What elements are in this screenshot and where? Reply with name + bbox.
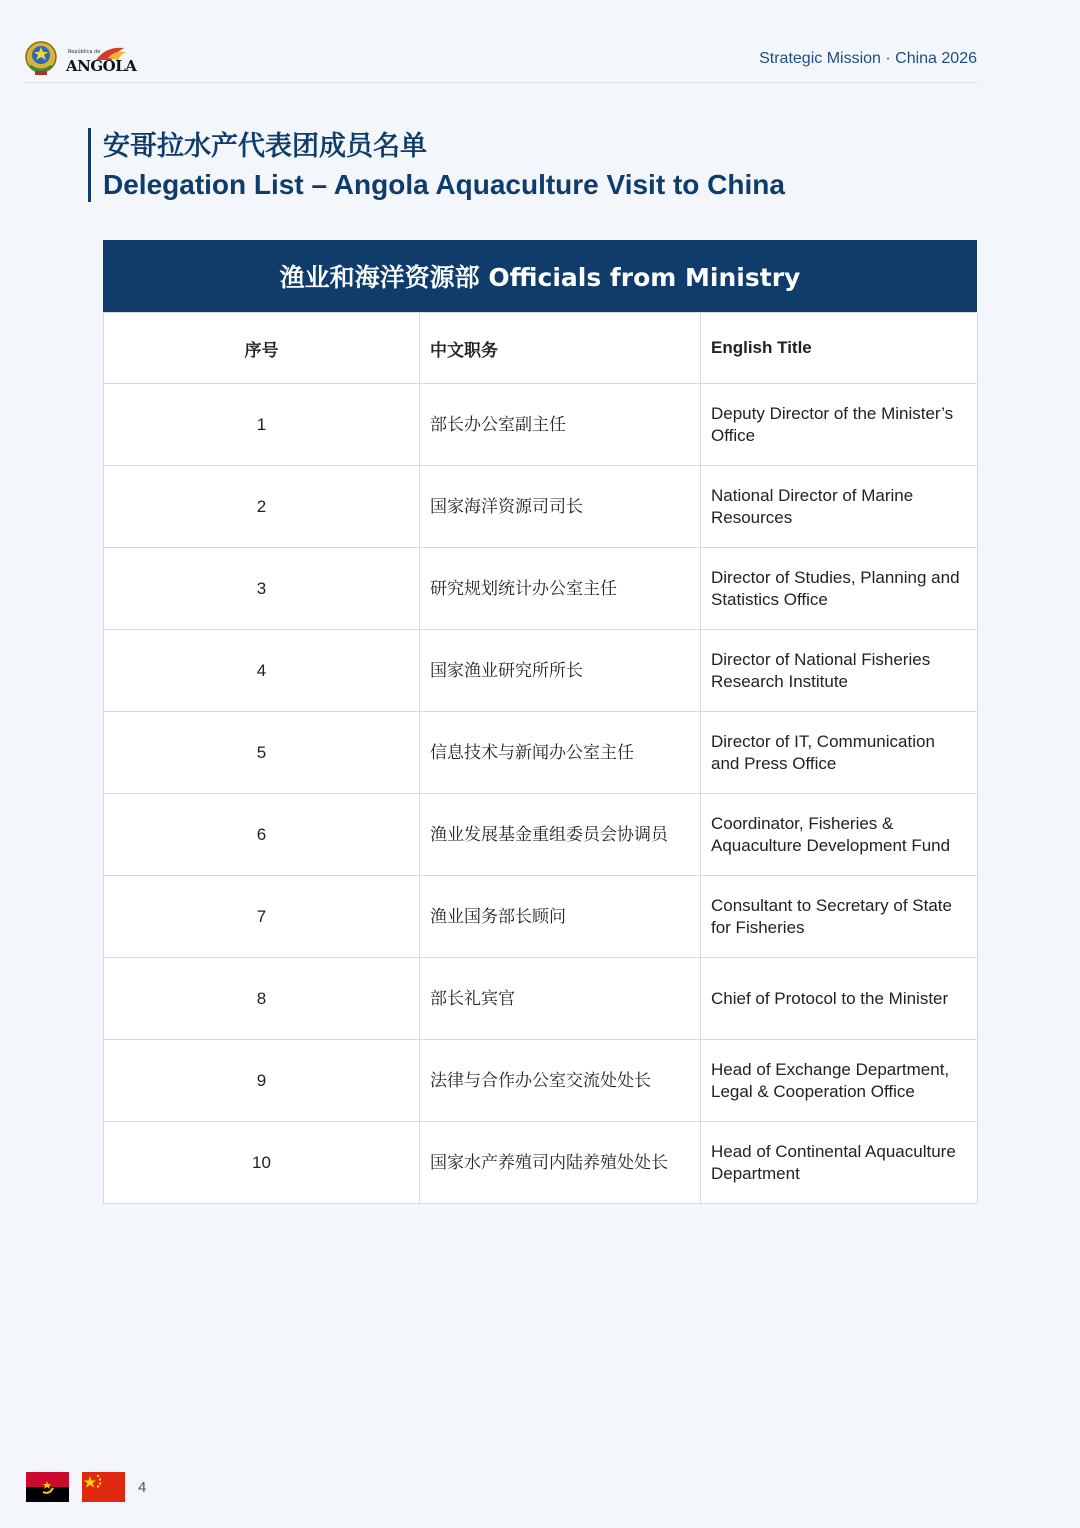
cell-chinese-title: 部长办公室副主任 [420,384,701,466]
angola-logo [24,40,137,80]
page-title-english: Delegation List – Angola Aquaculture Visit to China [103,169,785,200]
cell-number: 6 [104,794,420,876]
cell-english-title: Director of National Fisheries Research Institute [701,630,978,712]
cell-chinese-title: 信息技术与新闻办公室主任 [420,712,701,794]
cell-number: 5 [104,712,420,794]
cell-number: 10 [104,1122,420,1204]
delegation-table [103,240,977,1204]
cell-chinese-title: 研究规划统计办公室主任 [420,548,701,630]
cell-english-title: National Director of Marine Resources [701,466,978,548]
cell-english-title: Director of Studies, Planning and Statistics Office [701,548,978,630]
china-flag-icon [82,1472,125,1502]
logo-small-text: República de [68,49,101,55]
table-row [104,1040,978,1122]
cell-chinese-title: 法律与合作办公室交流处处长 [420,1040,701,1122]
cell-chinese-title: 国家水产养殖司内陆养殖处处长 [420,1122,701,1204]
cell-number: 7 [104,876,420,958]
table-row [104,958,978,1040]
column-header-number: 序号 [104,313,420,384]
angola-flag-icon [26,1472,69,1502]
table-row [104,794,978,876]
cell-number: 8 [104,958,420,1040]
page-number: 4 [138,1479,147,1496]
table-row [104,548,978,630]
cell-chinese-title: 部长礼宾官 [420,958,701,1040]
cell-chinese-title: 渔业发展基金重组委员会协调员 [420,794,701,876]
cell-number: 1 [104,384,420,466]
table-row [104,384,978,466]
page-title-chinese: 安哥拉水产代表团成员名单 [103,131,427,162]
cell-english-title: Chief of Protocol to the Minister [701,958,978,1040]
column-header-english-title: English Title [701,313,978,384]
table-row [104,630,978,712]
page-title-block [88,128,785,202]
delegation-list [103,312,978,1204]
cell-number: 4 [104,630,420,712]
table-row [104,712,978,794]
cell-english-title: Head of Continental Aquaculture Department [701,1122,978,1204]
column-header-chinese-title: 中文职务 [420,313,701,384]
header-mission-text: Strategic Mission · China 2026 [759,50,977,67]
cell-english-title: Consultant to Secretary of State for Fisheries [701,876,978,958]
cell-english-title: Director of IT, Communication and Press Office [701,712,978,794]
cell-english-title: Head of Exchange Department, Legal & Cooperation Office [701,1040,978,1122]
cell-chinese-title: 国家海洋资源司司长 [420,466,701,548]
table-row [104,1122,978,1204]
cell-english-title: Deputy Director of the Minister’s Office [701,384,978,466]
cell-number: 3 [104,548,420,630]
logo-wordmark: ANGOLA [66,57,137,75]
cell-english-title: Coordinator, Fisheries & Aquaculture Development Fund [701,794,978,876]
table-header-row [104,313,978,384]
cell-chinese-title: 渔业国务部长顾问 [420,876,701,958]
cell-number: 9 [104,1040,420,1122]
cell-chinese-title: 国家渔业研究所所长 [420,630,701,712]
page-header [24,38,977,83]
angola-emblem-icon [24,40,58,76]
table-row [104,466,978,548]
table-row [104,876,978,958]
cell-number: 2 [104,466,420,548]
table-banner: 渔业和海洋资源部 Officials from Ministry [103,240,977,312]
